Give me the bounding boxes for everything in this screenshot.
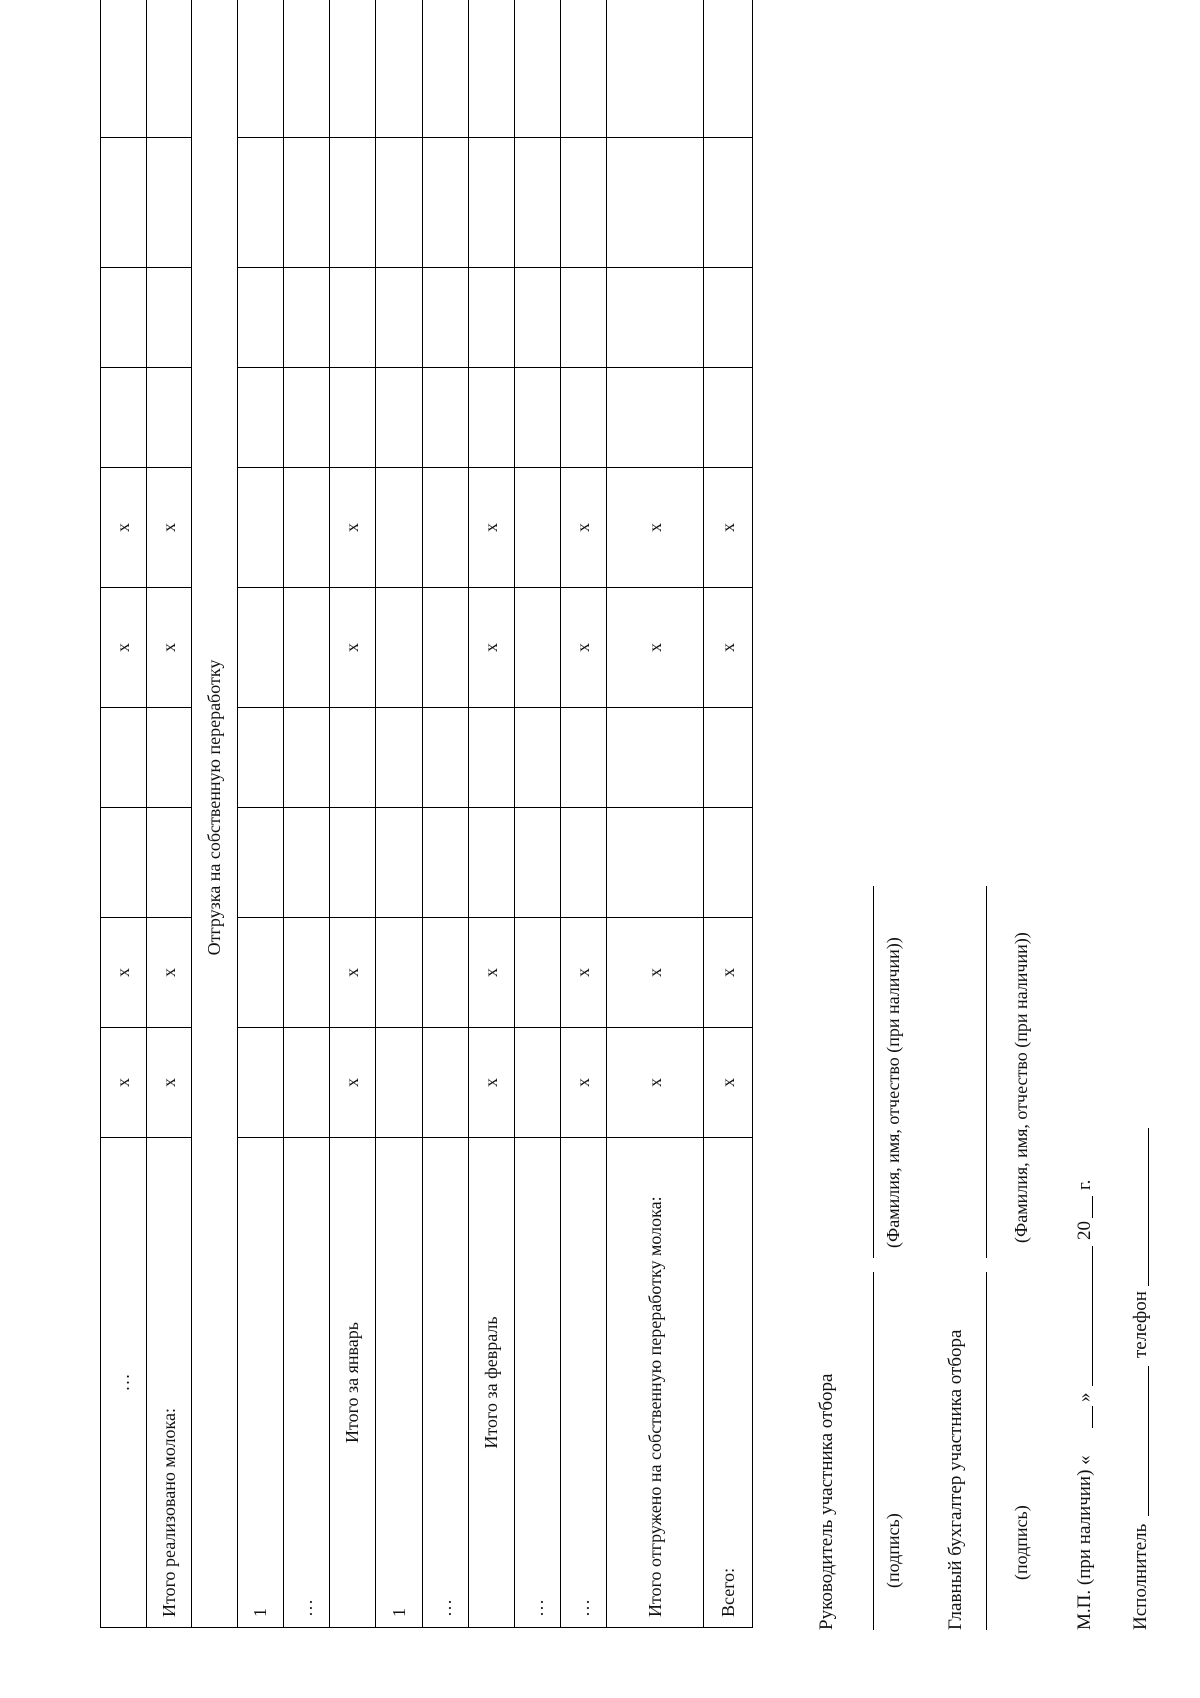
row-label: … — [101, 1138, 147, 1628]
table-row — [147, 0, 192, 1628]
table-cell — [147, 368, 192, 468]
head-name-caption: (Фамилия, имя, отчество (при наличии)) — [883, 937, 903, 1248]
table-cell — [607, 808, 704, 918]
table-cell — [515, 468, 561, 588]
table-cell — [238, 368, 284, 468]
table-cell — [238, 1028, 284, 1138]
table-cell — [284, 708, 330, 808]
table-cell: x — [561, 918, 607, 1028]
table-cell — [423, 708, 469, 808]
table-cell — [376, 1028, 423, 1138]
table-cell: x — [561, 1028, 607, 1138]
table-cell — [330, 138, 376, 268]
table-cell: x — [704, 588, 753, 708]
table-cell — [376, 368, 423, 468]
table-cell — [284, 468, 330, 588]
table-row — [284, 0, 330, 1628]
table-cell — [238, 268, 284, 368]
phone-label: телефон — [1130, 1291, 1151, 1358]
table-cell: x — [561, 468, 607, 588]
table-cell — [469, 138, 515, 268]
table-cell — [607, 138, 704, 268]
table-cell: x — [101, 468, 147, 588]
table-cell — [238, 138, 284, 268]
table-cell — [101, 808, 147, 918]
table-row — [607, 0, 704, 1628]
table-cell — [469, 808, 515, 918]
table-cell — [284, 588, 330, 708]
row-label: Итого реализовано молока: — [147, 1138, 192, 1628]
table-cell — [376, 918, 423, 1028]
table-cell — [376, 808, 423, 918]
table-cell — [147, 138, 192, 268]
table-cell — [284, 1028, 330, 1138]
table-row — [238, 0, 284, 1628]
table-cell — [376, 468, 423, 588]
table-cell — [561, 708, 607, 808]
year-suffix: г. — [1074, 1179, 1095, 1190]
table-cell — [469, 708, 515, 808]
accountant-title: Главный бухгалтер участника отбора — [945, 1329, 966, 1630]
table-row — [561, 0, 607, 1628]
table-cell — [101, 708, 147, 808]
table-cell: x — [704, 468, 753, 588]
table-cell: x — [147, 1028, 192, 1138]
table-cell — [423, 918, 469, 1028]
date-year-line — [1092, 1196, 1093, 1218]
table-cell — [423, 268, 469, 368]
table-cell — [101, 368, 147, 468]
stamp-label: М.П. (при наличии) « — [1074, 1455, 1095, 1630]
table-cell: x — [607, 468, 704, 588]
section-header: Отгрузка на собственную переработку — [192, 0, 238, 1628]
table-cell — [284, 0, 330, 138]
table-cell — [515, 708, 561, 808]
table-cell: x — [469, 918, 515, 1028]
table-cell: x — [330, 468, 376, 588]
table-cell — [330, 808, 376, 918]
table-cell — [515, 588, 561, 708]
table-cell — [376, 708, 423, 808]
table-cell: x — [704, 918, 753, 1028]
table-cell — [561, 268, 607, 368]
table-row — [330, 0, 376, 1628]
table-cell: x — [147, 918, 192, 1028]
row-label: … — [515, 1138, 561, 1628]
executor-name-line — [1148, 1366, 1149, 1516]
row-label: … — [561, 1138, 607, 1628]
table-cell: x — [561, 588, 607, 708]
table-cell — [423, 468, 469, 588]
table-cell — [515, 808, 561, 918]
table-cell — [561, 138, 607, 268]
table-cell: x — [330, 1028, 376, 1138]
table-cell — [515, 268, 561, 368]
table-cell — [376, 588, 423, 708]
table-cell — [704, 368, 753, 468]
table-cell — [376, 0, 423, 138]
head-signature-line — [873, 1272, 874, 1630]
row-label: Всего: — [704, 1138, 753, 1628]
table-cell — [101, 138, 147, 268]
table-cell — [561, 0, 607, 138]
table-cell — [147, 808, 192, 918]
table-row — [192, 0, 238, 1628]
table-cell — [284, 268, 330, 368]
table-cell: x — [704, 1028, 753, 1138]
row-label: … — [423, 1138, 469, 1628]
table-cell — [704, 268, 753, 368]
table-cell — [423, 0, 469, 138]
table-cell — [515, 1028, 561, 1138]
row-label: Итого отгружено на собственную переработку молока: — [607, 1138, 704, 1628]
accountant-signature-caption: (подпись) — [1011, 1505, 1031, 1580]
accountant-name-line — [986, 886, 987, 1258]
table-cell — [607, 268, 704, 368]
table-row — [704, 0, 753, 1628]
row-label: 1 — [376, 1138, 423, 1628]
table-cell: x — [607, 1028, 704, 1138]
table-cell: x — [607, 588, 704, 708]
table-cell — [704, 808, 753, 918]
table-cell — [469, 0, 515, 138]
table-cell — [561, 368, 607, 468]
table-cell — [284, 808, 330, 918]
table-cell: x — [469, 1028, 515, 1138]
table-row — [101, 0, 147, 1628]
table-cell: x — [147, 588, 192, 708]
table-cell — [423, 1028, 469, 1138]
table-cell — [704, 138, 753, 268]
date-month-line — [1092, 1246, 1093, 1386]
table-cell — [238, 468, 284, 588]
table-cell — [607, 708, 704, 808]
shipment-table — [100, 0, 753, 1628]
table-row — [376, 0, 423, 1628]
table-cell: x — [469, 588, 515, 708]
table-cell — [330, 708, 376, 808]
table-cell — [704, 708, 753, 808]
table-cell: x — [101, 918, 147, 1028]
date-close-quote: » — [1074, 1392, 1095, 1402]
table-cell — [423, 588, 469, 708]
table-cell — [284, 368, 330, 468]
table-cell: x — [607, 918, 704, 1028]
table-cell — [147, 708, 192, 808]
table-cell: x — [147, 468, 192, 588]
table-cell — [284, 918, 330, 1028]
head-title: Руководитель участника отбора — [816, 1373, 837, 1630]
table-row — [515, 0, 561, 1628]
table-cell — [147, 268, 192, 368]
table-cell: x — [330, 918, 376, 1028]
table-cell — [376, 138, 423, 268]
table-cell — [469, 368, 515, 468]
table-cell — [423, 808, 469, 918]
table-cell — [238, 708, 284, 808]
table-cell — [515, 138, 561, 268]
table-cell — [101, 0, 147, 138]
table-row — [469, 0, 515, 1628]
accountant-signature-line — [986, 1272, 987, 1630]
row-label: Итого за январь — [330, 1138, 376, 1628]
phone-line — [1148, 1128, 1149, 1286]
table-cell — [284, 138, 330, 268]
table-cell — [469, 268, 515, 368]
table-cell — [330, 368, 376, 468]
table-cell: x — [330, 588, 376, 708]
row-label: 1 — [238, 1138, 284, 1628]
table-cell — [238, 0, 284, 138]
table-cell — [238, 918, 284, 1028]
date-day-line — [1092, 1406, 1093, 1428]
table-cell — [423, 368, 469, 468]
head-signature-caption: (подпись) — [883, 1513, 903, 1588]
table-cell — [330, 268, 376, 368]
head-name-line — [873, 886, 874, 1258]
table-cell — [704, 0, 753, 138]
year-prefix: 20 — [1074, 1221, 1095, 1240]
table-cell: x — [469, 468, 515, 588]
table-cell — [423, 138, 469, 268]
table-cell — [238, 808, 284, 918]
table-cell: x — [101, 1028, 147, 1138]
table-cell — [515, 368, 561, 468]
table-cell — [376, 268, 423, 368]
table-cell — [330, 0, 376, 138]
table-cell: x — [101, 588, 147, 708]
table-cell — [238, 588, 284, 708]
table-row — [423, 0, 469, 1628]
row-label: … — [284, 1138, 330, 1628]
table-cell — [561, 808, 607, 918]
table-cell — [515, 918, 561, 1028]
accountant-name-caption: (Фамилия, имя, отчество (при наличии)) — [1011, 932, 1031, 1243]
table-cell — [147, 0, 192, 138]
table-cell — [607, 368, 704, 468]
table-cell — [515, 0, 561, 138]
executor-label: Исполнитель — [1130, 1523, 1151, 1630]
table-cell — [607, 0, 704, 138]
row-label: Итого за февраль — [469, 1138, 515, 1628]
table-cell — [101, 268, 147, 368]
